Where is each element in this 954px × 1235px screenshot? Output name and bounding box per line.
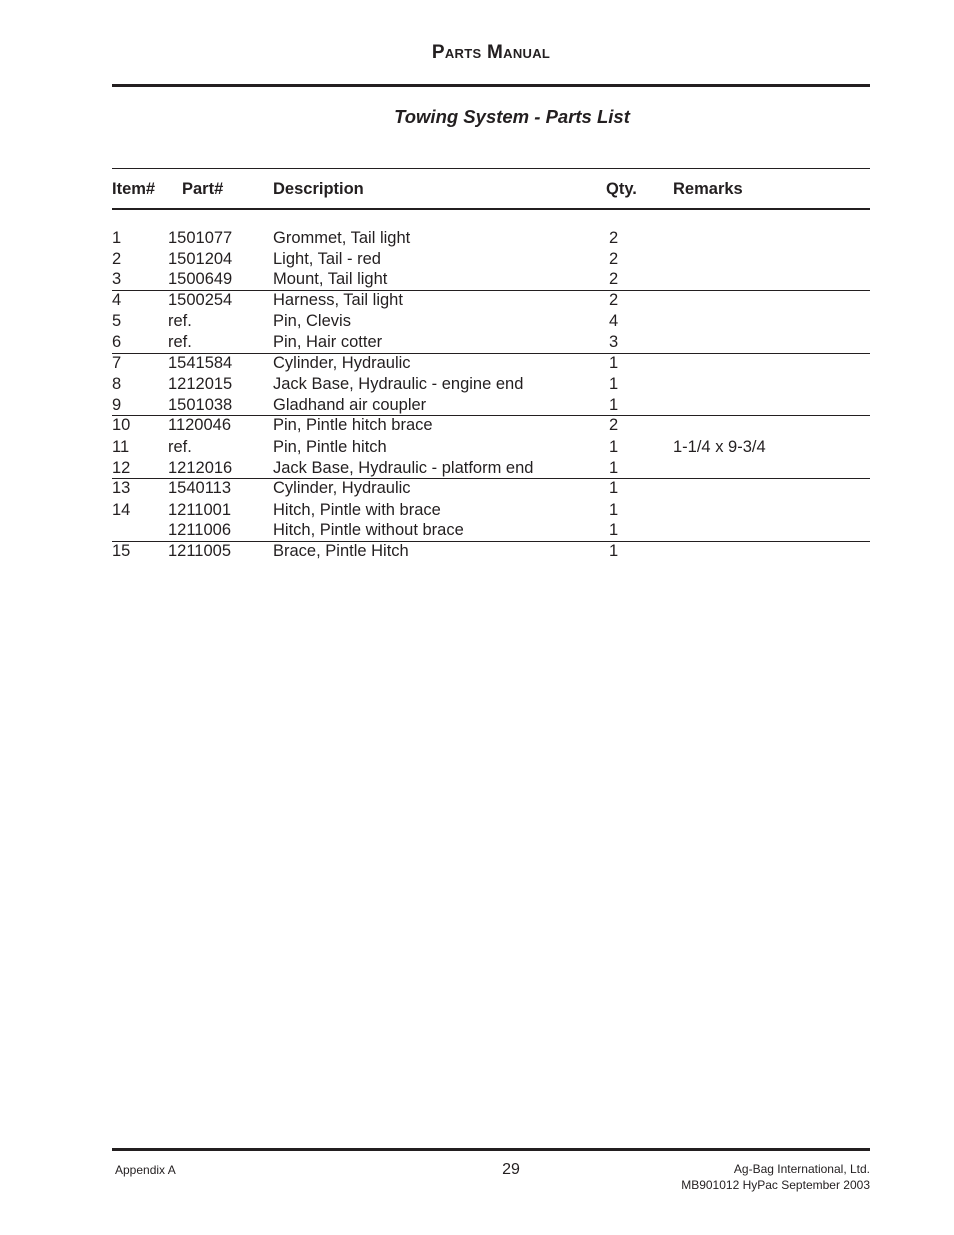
cell-part: 1120046 (168, 416, 232, 435)
column-header-remarks: Remarks (673, 180, 743, 198)
cell-qty: 1 (609, 541, 619, 560)
table-row (112, 228, 870, 249)
table-row (112, 269, 870, 290)
cell-part: 1501077 (168, 229, 233, 247)
cell-description: Grommet, Tail light (273, 229, 411, 247)
table-row (112, 415, 870, 437)
cell-description: Harness, Tail light (273, 290, 403, 309)
cell-item: 11 (112, 437, 130, 456)
column-header-description: Description (273, 180, 364, 198)
column-header-item: Item# (112, 180, 156, 198)
table-row (112, 290, 870, 312)
table-header-rule (112, 208, 870, 210)
cell-qty: 1 (609, 500, 619, 519)
footer-document-id: MB901012 HyPac September 2003 (681, 1178, 870, 1192)
table-row (112, 437, 870, 458)
cell-part: 1212015 (168, 375, 233, 394)
cell-description: Light, Tail - red (273, 249, 381, 268)
cell-description: Cylinder, Hydraulic (273, 479, 411, 498)
cell-qty: 1 (609, 353, 619, 372)
table-row (112, 541, 870, 563)
cell-part: 1500254 (168, 290, 233, 309)
header-rule (112, 84, 870, 87)
cell-qty: 3 (609, 332, 619, 351)
column-header-part: Part# (182, 180, 224, 198)
cell-description: Hitch, Pintle with brace (273, 500, 441, 519)
cell-item: 2 (112, 249, 122, 268)
table-row (112, 374, 870, 395)
cell-item: 1 (112, 229, 122, 247)
cell-qty: 1 (609, 395, 619, 414)
cell-item: 4 (112, 290, 122, 309)
cell-item: 3 (112, 270, 122, 289)
section-title: Towing System - Parts List (394, 106, 630, 127)
cell-qty: 2 (609, 290, 619, 309)
cell-qty: 1 (609, 521, 619, 540)
table-row (112, 311, 870, 332)
cell-part: 1541584 (168, 353, 233, 372)
cell-part: 1501204 (168, 249, 233, 268)
table-row (112, 353, 870, 375)
cell-description: Mount, Tail light (273, 270, 388, 289)
cell-item: 9 (112, 395, 122, 414)
cell-item: 6 (112, 332, 122, 351)
table-row (112, 478, 870, 500)
cell-qty: 4 (609, 312, 619, 331)
cell-description: Jack Base, Hydraulic - platform end (273, 458, 534, 477)
cell-part: 1211001 (168, 500, 232, 519)
cell-part: ref. (168, 312, 192, 331)
cell-item: 14 (112, 500, 131, 519)
cell-part: 1501038 (168, 395, 233, 414)
cell-description: Gladhand air coupler (273, 395, 427, 414)
footer-rule (112, 1148, 870, 1151)
cell-remarks: 1-1/4 x 9-3/4 (673, 437, 766, 456)
table-header (112, 180, 870, 200)
cell-description: Cylinder, Hydraulic (273, 353, 411, 372)
cell-part: 1500649 (168, 270, 233, 289)
table-row (112, 458, 870, 479)
cell-qty: 2 (609, 270, 619, 289)
cell-item: 12 (112, 458, 131, 477)
cell-qty: 1 (609, 458, 619, 477)
footer-publisher (681, 1161, 870, 1193)
cell-description: Jack Base, Hydraulic - engine end (273, 375, 524, 394)
cell-item: 10 (112, 416, 131, 435)
page-header-title: Parts Manual (431, 42, 551, 63)
cell-qty: 1 (609, 479, 619, 498)
cell-description: Pin, Hair cotter (273, 332, 383, 351)
cell-qty: 2 (609, 249, 619, 268)
cell-description: Brace, Pintle Hitch (273, 541, 409, 560)
cell-description: Pin, Pintle hitch brace (273, 416, 433, 435)
cell-part: 1211005 (168, 541, 232, 560)
cell-item: 5 (112, 312, 122, 331)
cell-part: 1212016 (168, 458, 233, 477)
table-row (112, 520, 870, 541)
cell-qty: 1 (609, 437, 619, 456)
cell-description: Pin, Pintle hitch (273, 437, 387, 456)
table-row (112, 500, 870, 521)
column-header-qty: Qty. (606, 180, 637, 198)
cell-description: Hitch, Pintle without brace (273, 521, 464, 540)
cell-item: 13 (112, 479, 131, 498)
table-top-rule (112, 168, 870, 169)
parts-table-body (112, 228, 870, 563)
footer-company: Ag-Bag International, Ltd. (733, 1162, 870, 1176)
cell-part: 1540113 (168, 479, 232, 498)
footer-section-label: Appendix A (115, 1163, 176, 1177)
table-row (112, 395, 870, 416)
cell-part: 1211006 (168, 521, 232, 540)
cell-item: 8 (112, 375, 122, 394)
cell-description: Pin, Clevis (273, 312, 351, 331)
table-row (112, 332, 870, 353)
table-row (112, 249, 870, 270)
cell-qty: 2 (609, 229, 619, 247)
cell-item: 7 (112, 353, 122, 372)
cell-part: ref. (168, 437, 192, 456)
cell-qty: 1 (609, 375, 619, 394)
cell-part: ref. (168, 332, 192, 351)
page-number: 29 (502, 1161, 520, 1178)
cell-item: 15 (112, 541, 131, 560)
cell-qty: 2 (609, 416, 619, 435)
